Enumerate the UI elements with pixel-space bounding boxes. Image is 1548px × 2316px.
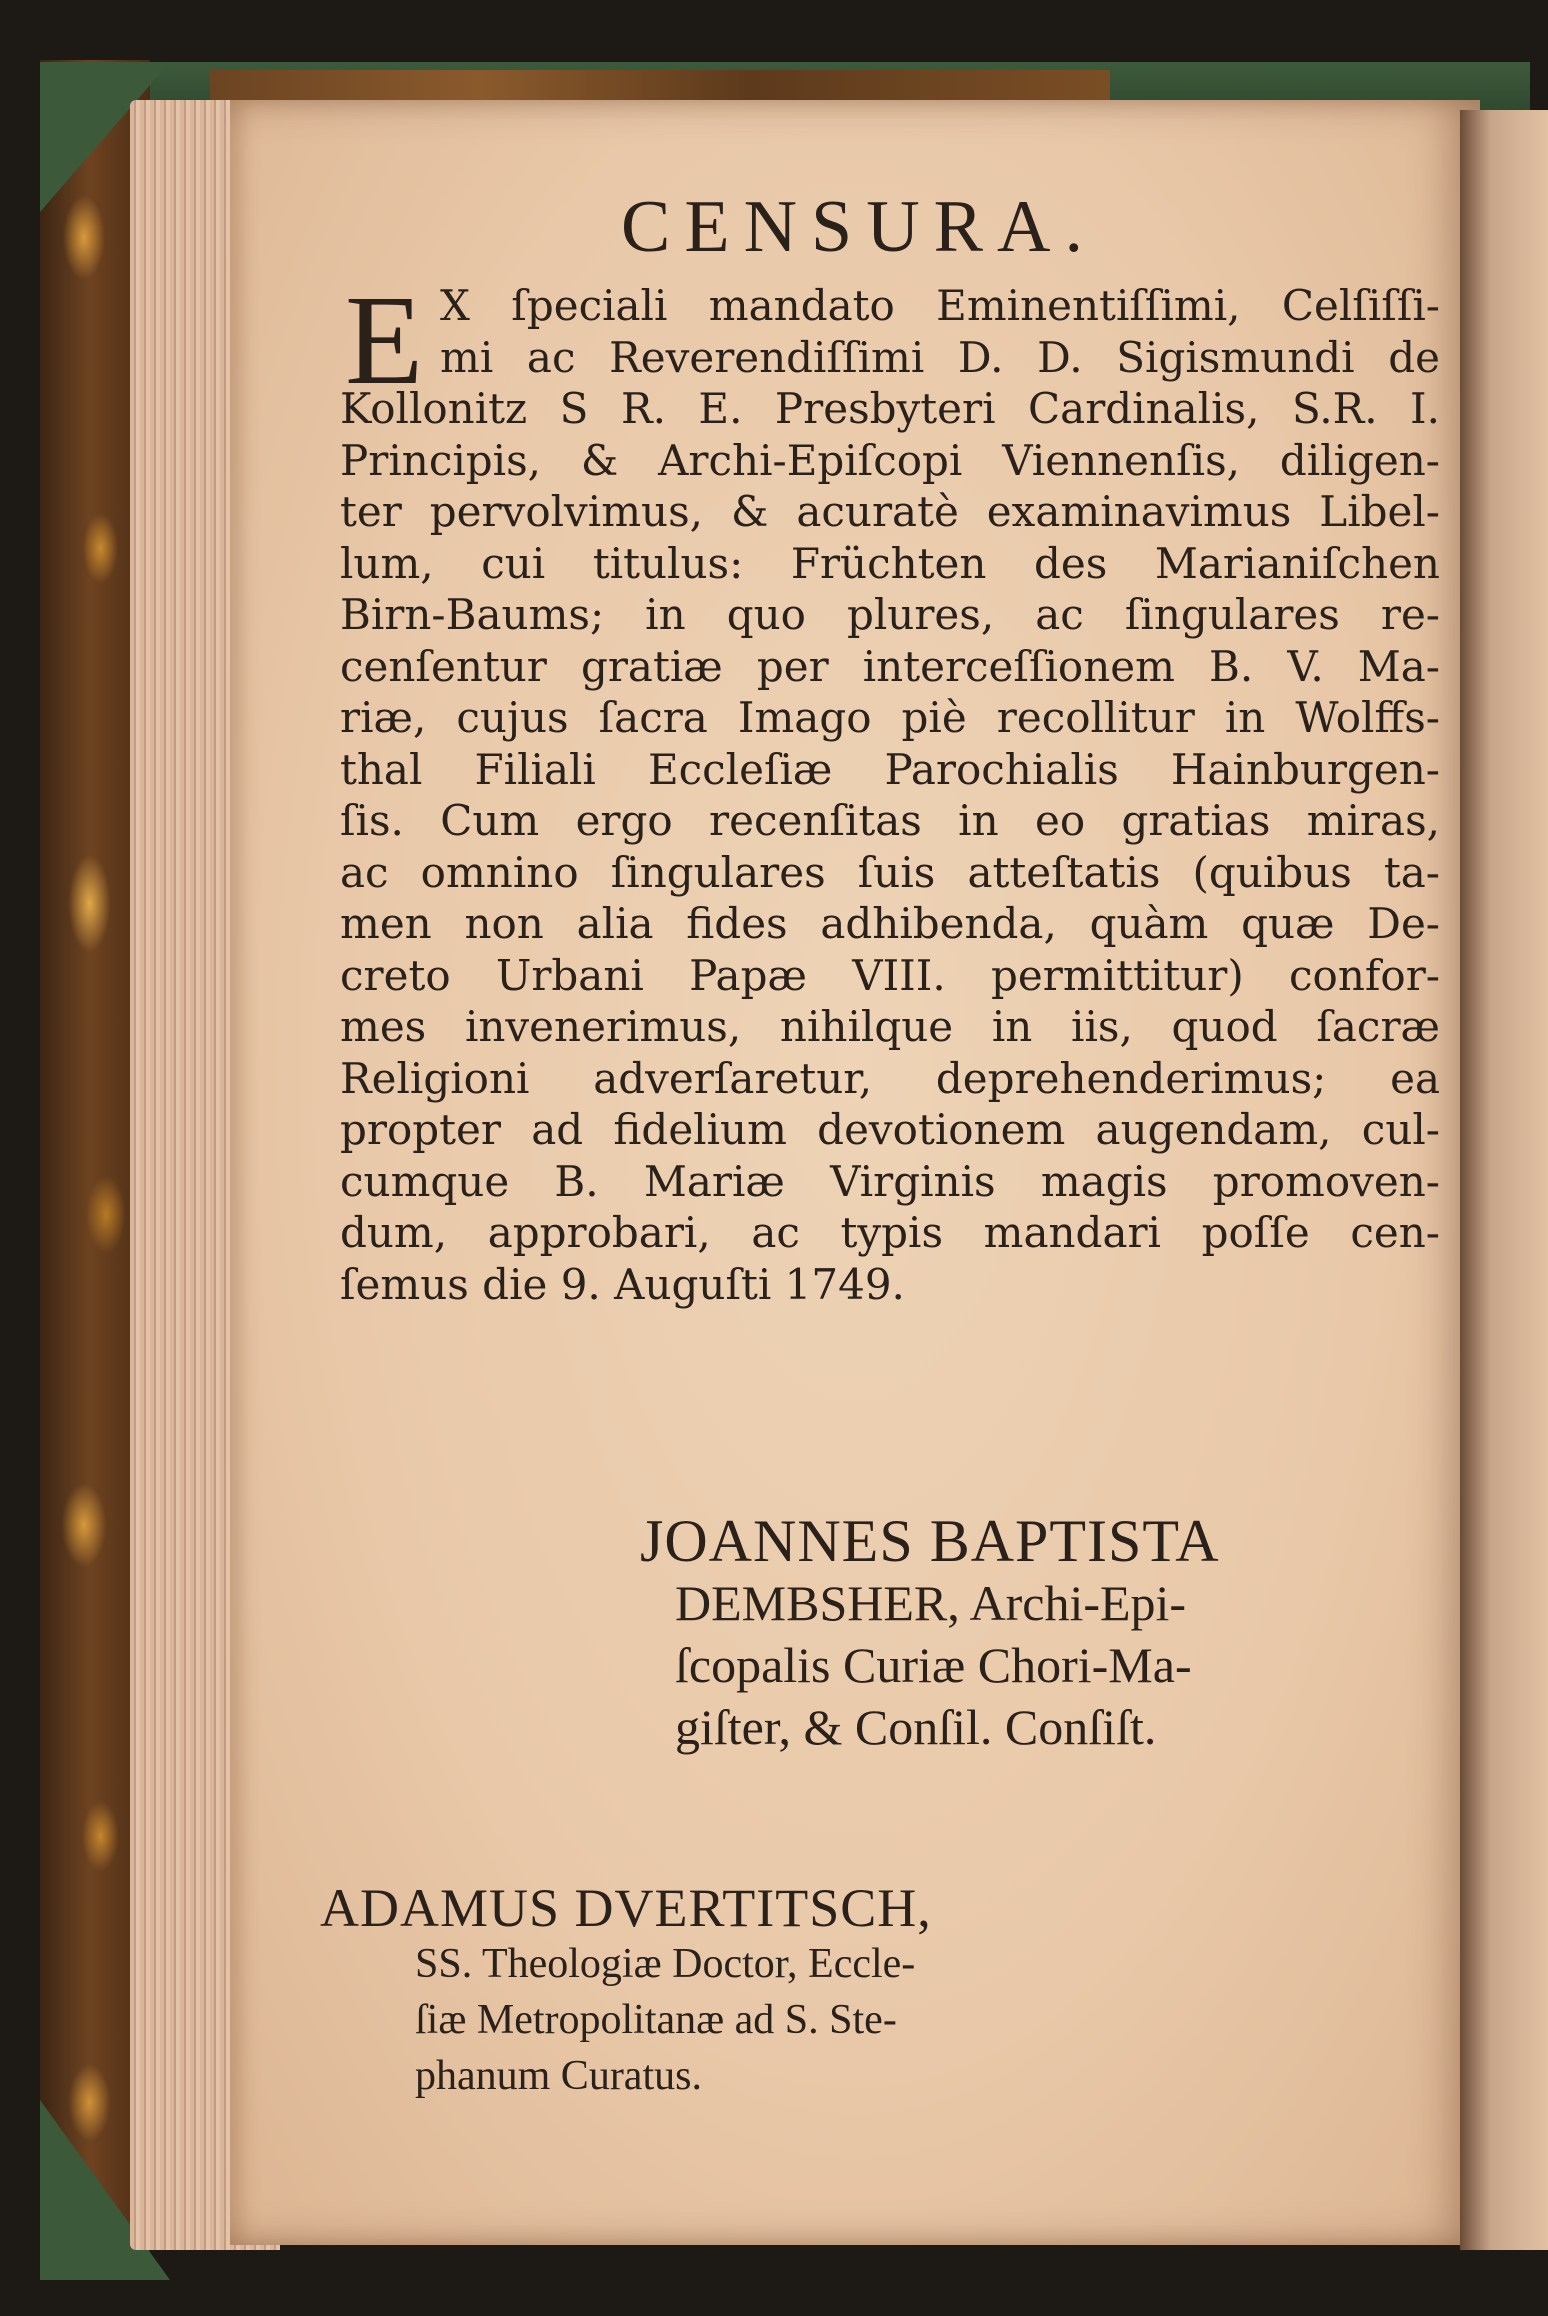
page-gutter <box>1460 110 1548 2250</box>
signatory-name: ADAMUS DVERTITSCH, <box>320 1878 932 1938</box>
body-line: Principis, & Archi-Epiſcopi Viennenſis, diligen- <box>340 435 1440 485</box>
body-line: Birn-Baums; in quo plures, ac ſingulares re- <box>340 590 1440 639</box>
signatory-title-line: giſter, & Conſil. Conſiſt. <box>675 1699 1157 1755</box>
body-line: Religioni adverſaretur, deprehenderimus; ea <box>340 1053 1440 1103</box>
body-line: cumque B. Mariæ Virginis magis promoven- <box>340 1156 1440 1206</box>
body-line: mi ac Reverendiſſimi D. D. Sigismundi de <box>440 332 1440 382</box>
drop-cap: E <box>345 269 424 411</box>
signatory-title-line: SS. Theologiæ Doctor, Eccle- <box>415 1941 916 1987</box>
body-line: creto Urbani Papæ VIII. permittitur) confor- <box>340 950 1440 1000</box>
body-line: ſis. Cum ergo recenſitas in eo gratias miras, <box>340 796 1440 845</box>
body-line: ac omnino ſingulares ſuis atteſtatis (quibus ta- <box>340 847 1440 897</box>
body-line: riæ, cujus ſacra Imago piè recollitur in Wolffs- <box>340 693 1440 742</box>
body-line: ter pervolvimus, & acuratè examinavimus Libel- <box>340 487 1440 536</box>
body-line: Kollonitz S R. E. Presbyteri Cardinalis, S.R. I. <box>340 384 1440 433</box>
body-line: men non alia fides adhibenda, quàm quæ De- <box>340 899 1440 948</box>
body-line: X ſpeciali mandato Eminentiſſimi, Celſiſſi- <box>440 281 1440 330</box>
page-heading: CENSURA. <box>621 186 1097 268</box>
body-line: mes invenerimus, nihilque in iis, quod ſacræ <box>340 1002 1440 1051</box>
signatory-title-line: ſiæ Metropolitanæ ad S. Ste- <box>415 1997 897 2043</box>
body-line: propter ad fidelium devotionem augendam, cul- <box>340 1105 1440 1154</box>
body-line: cenſentur gratiæ per interceſſionem B. V. Ma- <box>340 641 1440 691</box>
signature-dembsher <box>640 1510 1220 1758</box>
signatory-title-line: DEMBSHER, Archi-Epi- <box>675 1575 1187 1631</box>
signatory-name: JOANNES BAPTISTA <box>640 1508 1220 1574</box>
signatory-title-line: ſcopalis Curiæ Chori-Ma- <box>675 1637 1192 1693</box>
signature-dvertitsch <box>320 1880 932 2104</box>
censura-body <box>340 269 1440 1310</box>
body-line: dum, approbari, ac typis mandari poſſe cen- <box>340 1208 1440 1257</box>
body-line: ſemus die 9. Auguſti 1749. <box>340 1259 905 1309</box>
body-line: lum, cui titulus: Früchten des Marianiſchen <box>340 538 1440 588</box>
book-cover-top-marble <box>210 70 1110 104</box>
body-line: thal Filiali Eccleſiæ Parochialis Hainburgen- <box>340 744 1440 794</box>
signatory-title-line: phanum Curatus. <box>415 2053 702 2099</box>
